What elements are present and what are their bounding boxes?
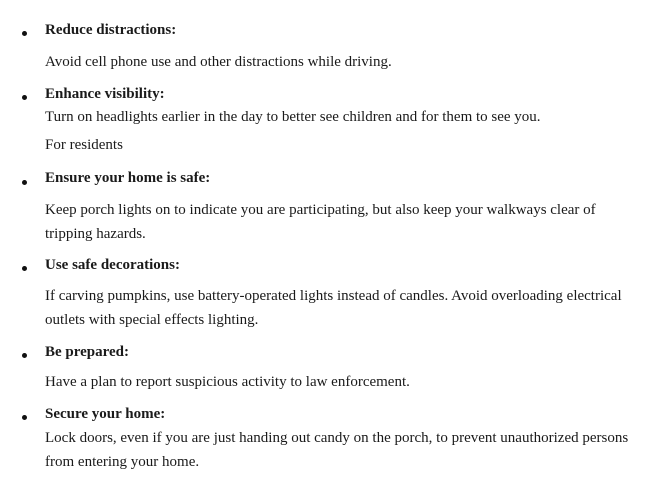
item-text-line: tripping hazards.: [45, 226, 146, 242]
item-text-line: If carving pumpkins, use battery-operated lights instead of candles. Avoid overloading electrical: [45, 288, 622, 304]
item-text: [45, 426, 660, 474]
item-text: [45, 370, 660, 394]
item-text: [45, 198, 660, 246]
item-text-line: outlets with special effects lighting.: [45, 312, 259, 328]
item-text: [45, 50, 660, 74]
item-heading: Be prepared:: [45, 344, 130, 360]
item-heading: Use safe decorations:: [45, 257, 180, 273]
bullet-icon: [22, 353, 30, 361]
bullet-icon: [22, 415, 30, 423]
bullet-icon: [22, 95, 30, 103]
item-heading: Ensure your home is safe:: [45, 170, 211, 186]
item-text-line: from entering your home.: [45, 454, 200, 470]
bullet-icon: [22, 180, 30, 188]
item-text-line: Turn on headlights earlier in the day to better see children and for them to see you.: [45, 109, 541, 125]
item-text-line: Keep porch lights on to indicate you are participating, but also keep your walkways clear of: [45, 202, 596, 218]
item-text-line: Lock doors, even if you are just handing out candy on the porch, to prevent unauthorized persons: [45, 430, 629, 446]
bullet-icon: [22, 31, 30, 39]
item-text: [45, 106, 660, 162]
item-heading: Secure your home:: [45, 406, 166, 422]
item-text-line: Have a plan to report suspicious activity to law enforcement.: [45, 374, 410, 390]
item-heading: Reduce distractions:: [45, 22, 177, 38]
item-text-line: For residents: [45, 137, 123, 153]
item-text: [45, 284, 660, 332]
item-heading: Enhance visibility:: [45, 86, 165, 102]
bullet-icon: [22, 266, 30, 274]
item-text-line: Avoid cell phone use and other distractions while driving.: [45, 54, 392, 70]
